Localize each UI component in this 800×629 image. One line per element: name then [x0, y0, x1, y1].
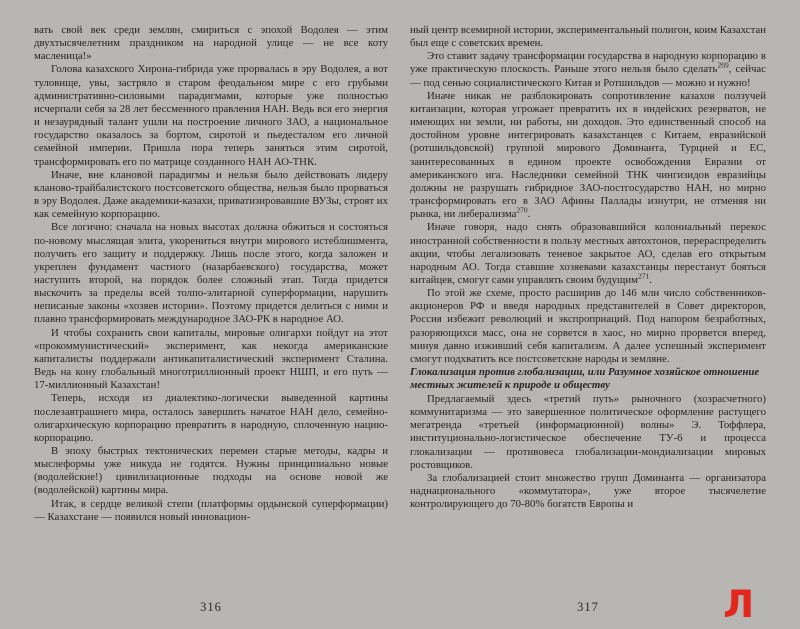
paragraph-continuation: ный центр всемирной истории, экспериментальный полигон, коим Казахстан был еще с советских времен. — [410, 24, 766, 50]
footnote-ref-271: 271 — [637, 271, 650, 281]
paragraph: Теперь, исходя из диалектико-логически выведенной картины послезавтрашнего мира, осталось завершить начатое НАН дело, семейно-олигархическую корпорацию превратить в народную, сплоченную нацию-корпорацию. — [34, 392, 388, 444]
paragraph: За глобализацией стоит множество групп Доминанта — организатора наднационального «коммутатора», уже второе тысячелетие контролирующего до 70-80% богатств Европы и — [410, 471, 766, 511]
paragraph-text: Это ставит задачу трансформации государства в народную корпорацию в уже практическую плоскость. Раньше этого нельзя было сделать — [410, 50, 766, 76]
page-number-left: 316 — [200, 600, 222, 614]
paragraph: Голова казахского Хирона-гибрида уже прорвалась в эру Водолея, а вот туловище, увы, застряло в старом феодальном мире с его грубыми административно-силовыми парадигмами, которые уже полностью исчерпали себя за 28 лет бессменного правления НАН. Ведь вся его энергия и незаурядный талант ушли на построение личного ЗАО, а национальное государство оказалось за бортом, сиротой и пьедесталом его личной семейной империи. Пришла пора теперь заняться этим сиротой, трансформировать его по матрице созданного НАН АО-ТНК. — [34, 63, 388, 168]
paragraph — [410, 221, 766, 287]
paragraph — [410, 50, 766, 89]
paragraph: И чтобы сохранить свои капиталы, мировые олигархи пойдут на этот «прокоммунистический» эксперимент, как некогда американские капиталисты поддержали антикапиталистический эксперимент Сталина. Ведь на кону глобальный многотриллионный проект НШП, и его путь — 17-миллионный Казахстан! — [34, 326, 388, 392]
paragraph-text: , сейчас — под сенью социалистического Китая и Ротшильдов — можно и нужно! — [410, 63, 766, 89]
paragraph-continuation: вать свой век среди землян, смириться с эпохой Водолея — этим двухтысячелетним праздником на народной улице — не все коту масленица!» — [34, 24, 388, 63]
paragraph-text: Иначе говоря, надо снять образовавшийся колониальный перекос иностранной собственности в пользу местных автохтонов, перераспределить акции, чтобы легализовать теневое закрытое АО, сделав его открытым народным АО. Тогда ставшие хозяевами казахстанцы перестанут бояться китайцев, смогут сами управлять своим будущим — [410, 221, 766, 286]
section-heading: Глокализация против глобализации, или Разумное хозяйское отношение местных жителей к природе и обществу — [410, 366, 760, 392]
paragraph: По этой же схеме, просто расширив до 146 млн число собственников-акционеров РФ и введя народных представителей в Совет директоров, Россия избежит революций и экспроприаций. Под напором безработных, разоряющихся масс, она не сорвется в хаос, но мирно прорвется вперед, минуя давно изживший себя капитализм. А далее успешный эксперимент смогут подхватить все постсоветские народы и земляне. — [410, 287, 766, 365]
paragraph: Все логично: сначала на новых высотах должна обжиться и состояться по-новому мыслящая элита, укорениться внутри мирового истеблишмента, получить его защиту и поддержку. Лишь после этого, когда заложен и укреплен фундамент частного (назарбаевского) государства, может наступить второй, на порядок более сложный этап. Тогда придется выскочить за пределы всей толпо-элитарной суперформации, нарушить неписаные законы «хозяев истории». Поэтому придется делиться с ними и плавно трансформировать международное ЗАО-РК в народное АО. — [34, 221, 388, 326]
paragraph: Итак, в сердце великой степи (платформы ордынской суперформации) — Казахстане — появился новый инновацион- — [34, 497, 388, 523]
paragraph: Иначе, вне клановой парадигмы и нельзя было действовать лидеру кланово-трайбалистского постсоветского общества, нельзя было прорваться в эру Водолея. Даже академики-казахи, приватизировавшие ВУЗы, строят их как семейную корпорацию. — [34, 168, 388, 221]
paragraph: Предлагаемый здесь «третий путь» рыночного (хозрасчетного) коммунитаризма — это завершенное политическое оформление растущего мегатренда «третьей (информационной) волны» Э. Тоффлера, институционально-логистическое обеспечение ТУ-6 и процесса глокализации — противовеса глобализации-мондиализации мировых ростовщиков. — [410, 392, 766, 471]
page-number-right: 317 — [577, 600, 599, 614]
paragraph-text: . — [649, 273, 652, 286]
footnote-ref-269: 269 — [717, 60, 729, 70]
labirint-watermark-icon: Л — [723, 583, 754, 626]
footnote-ref-270: 270 — [516, 205, 528, 215]
paragraph: В эпоху быстрых тектонических перемен старые методы, кадры и мыслеформы уже никуда не годятся. Нужны принципиально новые (водолейские!) цивилизационные подходы на основе новой же (водолейской) картины мира. — [34, 445, 388, 497]
paragraph — [410, 90, 766, 222]
page-316 — [34, 24, 388, 590]
page-317 — [410, 24, 766, 590]
paragraph-text: . — [527, 208, 531, 221]
paragraph-text: Иначе никак не разблокировать сопротивление казахов ползучей китаизации, которая угрожает превратить их в индейских резерватов, не имеющих ни земли, ни работы, ни доходов. Это единственный способ на достойном уровне интегрировать казахстанцев с Китаем, евразийской (ротшильдовской) группой мирового Доминанта, Турцией и ЕС, заинтересованных в едином проекте освобождения Евразии от американского ига. Наследники семейной ТНК чингизидов евразийцы должны не разрушать гибридное ЗАО-постгосударство НАН, но мирно трансформировать его в ЗАО Афины Паллады изнутри, не отменяя ни рынка, ни либерализма — [410, 89, 766, 221]
